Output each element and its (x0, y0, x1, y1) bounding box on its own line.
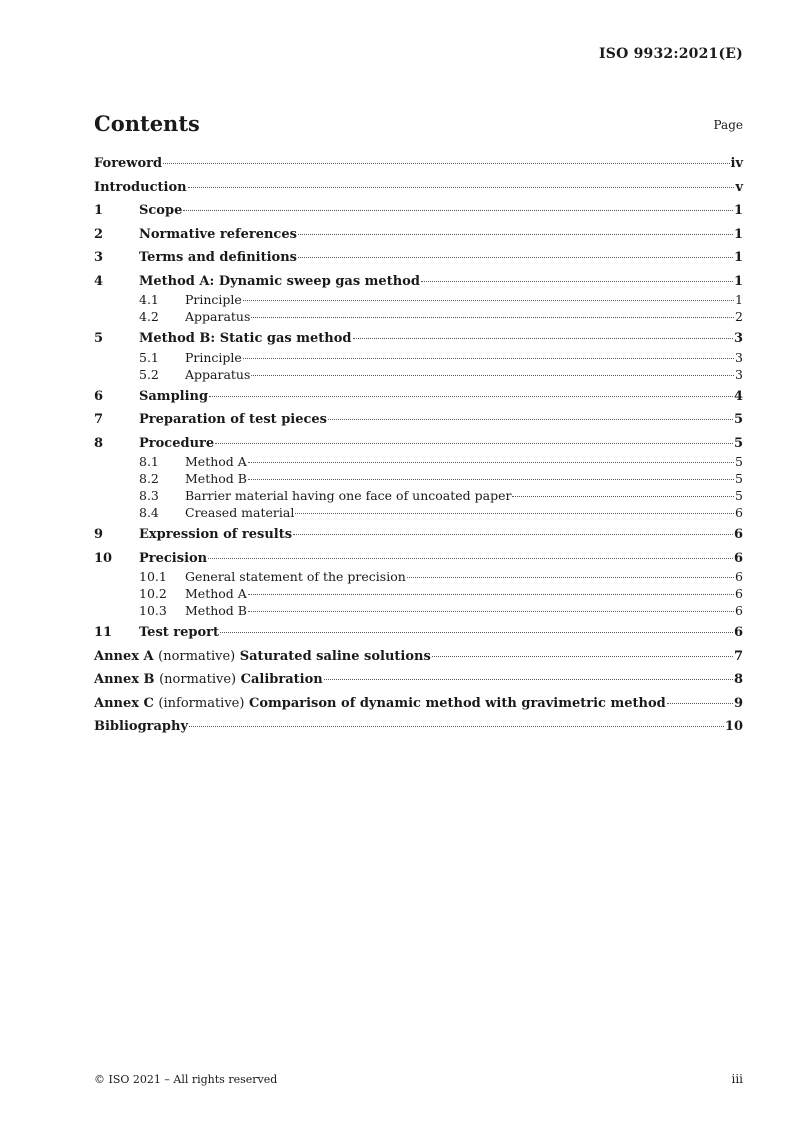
toc-annex-name: Saturated saline solutions (239, 648, 431, 664)
toc-annex-type: (normative) (158, 648, 236, 664)
toc-number: 8.4 (139, 505, 159, 520)
toc-number: 5.1 (139, 349, 159, 365)
toc-number: 9 (94, 527, 104, 542)
toc-title: Principle (185, 349, 242, 365)
toc-title: Precision (139, 550, 208, 566)
toc-page-number: 3 (735, 349, 743, 365)
toc-page-number: 6 (735, 569, 743, 584)
toc-title: Method B (185, 471, 247, 486)
toc-subentry[interactable] (94, 309, 743, 325)
toc-annex-entry[interactable] (94, 695, 743, 713)
toc-leader-dots (248, 611, 734, 612)
toc-number: 5.2 (139, 366, 159, 382)
toc-leader-dots (298, 257, 733, 258)
toc-title: Method A (185, 586, 247, 601)
toc-entry[interactable] (94, 388, 743, 406)
toc-number: 1 (94, 203, 104, 218)
toc-annex-entry[interactable] (94, 671, 743, 689)
toc-page-number: 6 (733, 550, 743, 566)
toc-number: 8.3 (139, 488, 159, 503)
toc-entry[interactable] (94, 226, 743, 244)
toc-page-number: 7 (733, 648, 743, 664)
toc-page-number: 4 (733, 388, 743, 404)
toc-entry[interactable] (94, 179, 743, 197)
toc-title: Normative references (139, 226, 297, 242)
toc-number: 8.2 (139, 471, 159, 486)
toc-leader-dots (407, 577, 734, 578)
toc-page-number: 1 (735, 292, 743, 307)
toc-number: 3 (94, 250, 104, 265)
toc-title: Foreword (94, 156, 163, 171)
toc-entry[interactable] (94, 435, 743, 453)
toc-annex-name: Calibration (240, 672, 323, 687)
toc-page-number: 6 (733, 527, 743, 542)
toc-leader-dots (298, 234, 733, 235)
toc-leader-dots (220, 632, 733, 633)
toc-leader-dots (183, 210, 733, 211)
toc-title: Barrier material having one face of uncoated paper (185, 488, 512, 503)
toc-page-number: 2 (735, 309, 743, 324)
toc-page-number: iv (730, 156, 743, 171)
toc-annex-label: Annex B (94, 672, 155, 687)
toc-title: Apparatus (185, 309, 251, 324)
toc-subentry[interactable] (94, 292, 743, 308)
toc-leader-dots (163, 163, 729, 164)
toc-subentry[interactable] (94, 488, 743, 504)
toc-leader-dots (215, 443, 733, 444)
toc-number: 8 (94, 435, 104, 451)
toc-title: Method A: Dynamic sweep gas method (139, 273, 420, 289)
toc-page-number: 3 (735, 366, 743, 382)
toc-page-number: 9 (733, 695, 743, 711)
toc-title: Sampling (139, 388, 209, 404)
toc-entry[interactable] (94, 550, 743, 568)
toc-page-number: v (735, 179, 743, 195)
toc-number: 2 (94, 226, 104, 242)
toc-number: 4.2 (139, 309, 159, 324)
toc-subentry[interactable] (94, 586, 743, 602)
toc-title: Preparation of test pieces (139, 412, 327, 427)
document-header-id: ISO 9932:2021(E) (599, 46, 743, 62)
toc-title: Bibliography (94, 719, 189, 734)
toc-title: Principle (185, 292, 242, 307)
toc-number: 10.3 (139, 603, 167, 618)
toc-entry[interactable] (94, 411, 743, 429)
toc-leader-dots (432, 656, 733, 657)
page-column-label: Page (713, 118, 743, 132)
toc-title: Test report (139, 625, 220, 640)
toc-title: Method A (185, 454, 247, 469)
toc-subentry[interactable] (94, 454, 743, 470)
toc-page-number: 5 (735, 488, 743, 503)
toc-page-number: 6 (735, 505, 743, 520)
toc-leader-dots (209, 396, 733, 397)
toc-page-number: 5 (733, 412, 743, 427)
toc-title: Introduction (94, 179, 187, 195)
toc-leader-dots (293, 534, 733, 535)
toc-leader-dots (251, 317, 734, 318)
toc-page-number: 6 (733, 625, 743, 640)
toc-subentry[interactable] (94, 569, 743, 585)
toc-page-number: 3 (733, 331, 743, 346)
toc-title: Method B: Static gas method (139, 331, 352, 346)
toc-annex-type: (informative) (158, 695, 245, 711)
toc-leader-dots (328, 419, 733, 420)
toc-leader-dots (324, 679, 733, 680)
toc-annex-entry[interactable] (94, 648, 743, 666)
table-of-contents (94, 155, 743, 736)
toc-number: 4 (94, 273, 104, 289)
toc-page-number: 5 (735, 454, 743, 469)
toc-entry[interactable] (94, 330, 743, 348)
toc-leader-dots (248, 479, 734, 480)
toc-leader-dots (243, 358, 734, 359)
toc-annex-title (94, 695, 666, 713)
toc-entry[interactable] (94, 249, 743, 267)
toc-number: 11 (94, 625, 113, 640)
toc-page-number: 5 (735, 471, 743, 486)
toc-leader-dots (248, 594, 734, 595)
toc-title: Creased material (185, 505, 295, 520)
toc-number: 10.2 (139, 586, 167, 601)
toc-leader-dots (248, 462, 734, 463)
toc-annex-label: Annex A (94, 648, 154, 664)
toc-number: 10.1 (139, 569, 167, 584)
toc-subentry[interactable] (94, 471, 743, 487)
toc-title: Method B (185, 603, 247, 618)
toc-subentry[interactable] (94, 505, 743, 521)
toc-leader-dots (251, 375, 734, 376)
toc-subentry[interactable] (94, 367, 743, 383)
toc-entry[interactable] (94, 718, 743, 736)
toc-number: 4.1 (139, 292, 159, 307)
toc-page-number: 1 (733, 250, 743, 265)
toc-annex-type: (normative) (159, 672, 237, 687)
toc-subentry[interactable] (94, 603, 743, 619)
toc-annex-name: Comparison of dynamic method with gravimetric method (248, 695, 666, 711)
toc-leader-dots (208, 558, 733, 559)
toc-leader-dots (295, 513, 734, 514)
toc-page-number: 1 (733, 273, 743, 289)
toc-leader-dots (243, 300, 734, 301)
toc-leader-dots (188, 187, 735, 188)
toc-page-number: 1 (733, 203, 743, 218)
footer-page-number: iii (731, 1072, 743, 1086)
toc-entry[interactable] (94, 526, 743, 544)
toc-annex-title (94, 671, 323, 689)
toc-title: Apparatus (185, 366, 251, 382)
toc-entry[interactable] (94, 624, 743, 642)
toc-page-number: 5 (733, 435, 743, 451)
toc-title: General statement of the precision (185, 569, 406, 584)
toc-title: Procedure (139, 435, 215, 451)
toc-entry[interactable] (94, 155, 743, 173)
toc-number: 6 (94, 388, 104, 404)
toc-leader-dots (667, 703, 733, 704)
toc-number: 10 (94, 550, 113, 566)
toc-title: Terms and definitions (139, 250, 297, 265)
toc-number: 5 (94, 331, 104, 346)
toc-page-number: 8 (733, 672, 743, 687)
toc-title: Expression of results (139, 527, 293, 542)
toc-page-number: 6 (735, 603, 743, 618)
toc-annex-title (94, 648, 431, 666)
toc-page-number: 6 (735, 586, 743, 601)
toc-number: 7 (94, 412, 104, 427)
footer-copyright: © ISO 2021 – All rights reserved (94, 1073, 278, 1086)
toc-leader-dots (353, 338, 733, 339)
toc-entry[interactable] (94, 273, 743, 291)
toc-subentry[interactable] (94, 350, 743, 366)
toc-leader-dots (189, 726, 724, 727)
toc-title: Scope (139, 203, 183, 218)
toc-leader-dots (512, 496, 734, 497)
toc-page-number: 10 (724, 719, 743, 734)
toc-leader-dots (421, 281, 733, 282)
toc-annex-label: Annex C (94, 695, 154, 711)
toc-number: 8.1 (139, 454, 159, 469)
contents-title: Contents (94, 111, 200, 136)
toc-entry[interactable] (94, 202, 743, 220)
toc-page-number: 1 (733, 226, 743, 242)
